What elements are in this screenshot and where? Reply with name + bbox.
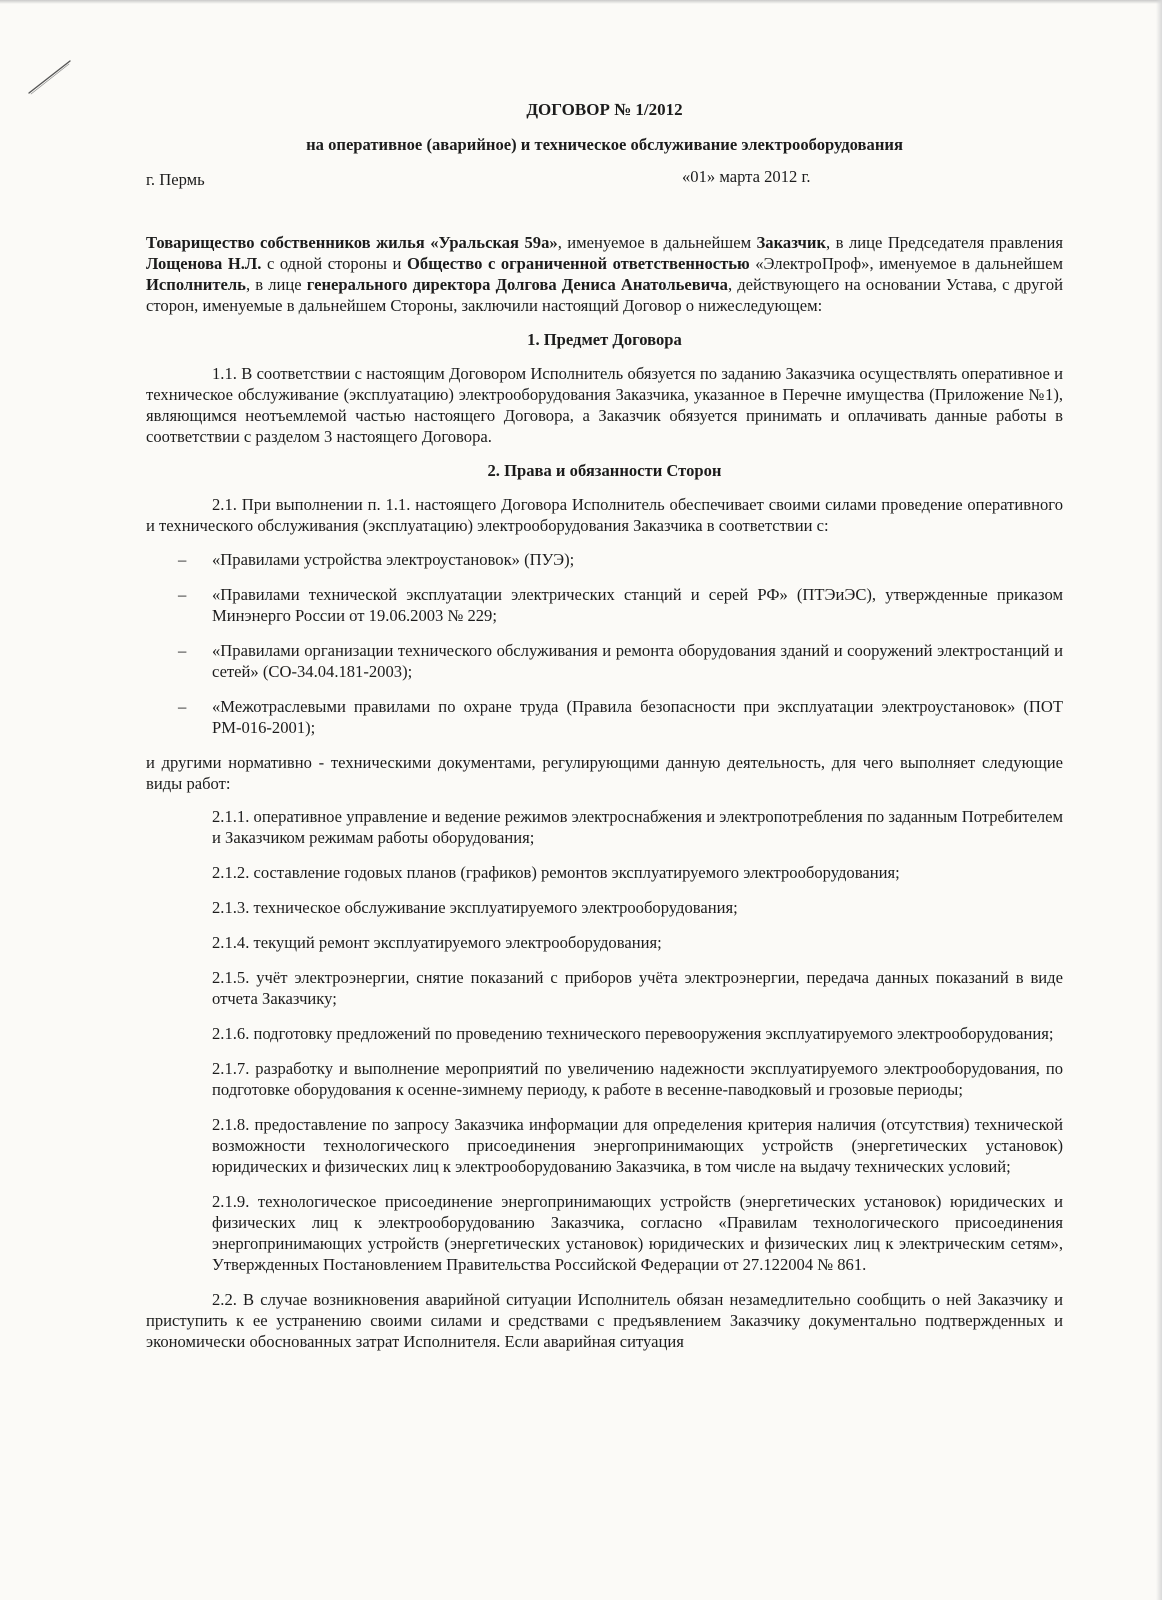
list-item [146,584,1063,626]
clause-2-2: 2.2. В случае возникновения аварийной ситуации Исполнитель обязан незамедлительно сообщить о ней Заказчику и приступить к ее устранению своими силами и средствами с предъявлением Заказчику документально подтвержденных и экономически обоснованных затрат Исполнителя. Если аварийная ситуация [146,1290,1063,1351]
list-item [146,640,1063,682]
parties-text: , в лице [245,275,307,294]
list-item [146,696,1063,738]
clause-1-1: 1.1. В соответствии с настоящим Договором Исполнитель обязуется по заданию Заказчика осуществлять оперативное и техническое обслуживание (эксплуатацию) электрооборудования Заказчика, указанное в Перечне имущества (Приложение №1), являющимся неотъемлемой частью настоящего Договора, а Заказчик обязуется принимать и оплачивать данные работы в соответствии с разделом 3 настоящего Договора. [146,364,1063,446]
contractor-representative: генерального директора Долгова Дениса Анатольевича [306,275,728,294]
rule-text: «Правилами технической эксплуатации электрических станций и серей РФ» (ПТЭиЭС), утвержденные приказом Минэнерго России от 19.06.2003 № 229; [212,585,1063,625]
party-customer-name: Товарищество собственников жилья «Уральская 59а» [146,233,558,252]
clause-2-1-1: 2.1.1. оперативное управление и ведение режимов электроснабжения и электропотребления по заданным Потребителем и Заказчиком режимам работы оборудования; [212,807,1063,847]
section-2-heading: 2. Права и обязанности Сторон [487,461,722,480]
dash-bullet: – [178,585,187,604]
contract-date: «01» марта 2012 г. [682,167,811,186]
contract-page [146,0,1063,1600]
pen-stroke-mark [26,58,72,96]
contract-place: г. Пермь [146,170,205,189]
clause-2-1-2: 2.1.2. составление годовых планов (графиков) ремонтов эксплуатируемого электрооборудования; [212,863,900,882]
clause-2-1-8: 2.1.8. предоставление по запросу Заказчика информации для определения критерия наличия (отсутствия) технической возможности технологического присоединения энергопринимающих устройств (энергетических установок) юридических и физических лиц к электрооборудованию Заказчика, в том числе на выдачу технических условий; [212,1115,1063,1176]
clause-2-1-3: 2.1.3. техническое обслуживание эксплуатируемого электрооборудования; [212,898,738,917]
parties-text: с одной стороны и [261,254,407,273]
clause-2-1-5: 2.1.5. учёт электроэнергии, снятие показаний с приборов учёта электроэнергии, передача данных показаний в виде отчета Заказчику; [212,968,1063,1008]
dash-bullet: – [178,641,187,660]
contract-body [146,232,1063,1352]
document-subtitle: на оперативное (аварийное) и техническое обслуживание электрооборудования [306,135,903,154]
clause-2-1-6: 2.1.6. подготовку предложений по проведению технического перевооружения эксплуатируемого электрооборудования; [212,1024,1054,1043]
parties-text: «ЭлектроПроф», именуемое в дальнейшем [749,254,1064,273]
rules-list [146,549,1063,738]
customer-representative: Лощенова Н.Л. [146,254,262,273]
list-item [146,549,1063,570]
clause-2-1: 2.1. При выполнении п. 1.1. настоящего Договора Исполнитель обеспечивает своими силами проведение оперативного и технического обслуживания (эксплуатацию) электрооборудования Заказчика в соответствии с: [146,495,1063,535]
dash-bullet: – [178,697,187,716]
parties-text: , действующего на основании Устава, с другой сторон, именуемые в дальнейшем Стороны, заключили настоящий Договор о нижеследующем: [146,275,1063,315]
clause-2-1-9: 2.1.9. технологическое присоединение энергопринимающих устройств (энергетических установок) юридических и физических лиц к электрооборудованию Заказчика, согласно «Правилам технологического присоединения энергопринимающих устройств (энергетических установок) юридических и физических лиц к электрическим сетям», Утвержденных Постановлением Правительства Российской Федерации от 27.122004 № 861. [212,1192,1063,1274]
clause-2-1-4: 2.1.4. текущий ремонт эксплуатируемого электрооборудования; [212,933,662,952]
rule-text: «Межотраслевыми правилами по охране труда (Правила безопасности при эксплуатации электроустановок» (ПОТ РМ-016-2001); [212,697,1063,737]
parties-text: , в лице Председателя правления [826,233,1063,252]
clause-2-1-continuation: и другими нормативно - техническими документами, регулирующими данную деятельность, для чего выполняет следующие виды работ: [146,753,1063,793]
parties-text: , именуемое в дальнейшем [557,233,757,252]
document-title: ДОГОВОР № 1/2012 [526,100,683,119]
parties-paragraph [146,232,1063,316]
dash-bullet: – [178,550,187,569]
party-contractor-type: Общество с ограниченной ответственностью [406,254,750,273]
section-1-heading: 1. Предмет Договора [527,330,682,349]
scan-edge-right [1156,0,1162,1600]
rule-text: «Правилами организации технического обслуживания и ремонта оборудования зданий и сооружений электростанций и сетей» (СО-34.04.181-2003); [212,641,1063,681]
rule-text: «Правилами устройства электроустановок» (ПУЭ); [212,550,575,569]
party-customer-role: Заказчик [756,233,827,252]
party-contractor-role: Исполнитель [146,275,246,294]
clause-2-1-7: 2.1.7. разработку и выполнение мероприятий по увеличению надежности эксплуатируемого электрооборудования, по подготовке оборудования к осенне-зимнему периоду, к работе в весенне-паводковый и грозовые периоды; [212,1059,1063,1099]
